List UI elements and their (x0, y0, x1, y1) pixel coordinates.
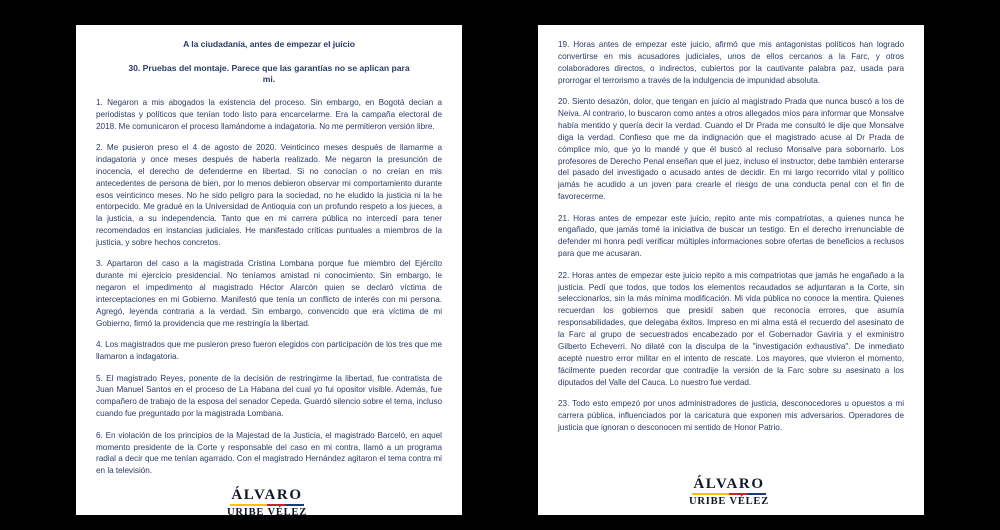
colombian-flag-rule-icon (692, 493, 766, 495)
paragraph: 6. En violación de los principios de la Majestad de la Justicia, el magistrado Barceló, en aquel momento presidente de la Corte y responsable del caso en mi contra, llamó a un programa radial a decir que me tenían agarrado. Con el magistrado Hernández agitaron el tema contra mi en la televisión. (96, 430, 442, 476)
signature-first-name: ÁLVARO (231, 487, 303, 504)
signature-block-right (558, 466, 904, 508)
signature-first-name: ÁLVARO (693, 475, 765, 492)
paragraph: 2. Me pusieron preso el 4 de agosto de 2020. Veinticinco meses después de llamarme a indagatoria y once meses después de haberla realizado. Me negaron la presunción de inocencia, el derecho de defenderme en libertad. Si no conocían o no creían en mis antecedentes de persona de bien, por lo menos debieron observar mi comportamiento durante esos veinticinco meses. No he sido peligro para la sociedad, no he eludido la justicia ni la he entorpecido. Me gradué en la Universidad de Antioquia con un profundo respeto a los jueces, a la justicia, a su independencia. Tanto que en mi carrera pública no intercedí para tener recomendados en instancias judiciales. He manifestado críticas puntuales a miembros de la justicia, y sobre hechos concretos. (96, 142, 442, 248)
paragraph: 21. Horas antes de empezar este juicio, repito ante mis compatriotas, a quienes nunca he engañado, que jamás tomé la iniciativa de buscar un testigo. En el derecho irrenunciable de defender mi honra pedí verificar múltiples informaciones sobre ofertas de beneficios a reclusos para que me acusaran. (558, 213, 904, 259)
page-title: A la ciudadanía, antes de empezar el juicio (183, 39, 355, 49)
signature-last-name: URIBE VÉLEZ (226, 507, 308, 519)
signature-block-left (96, 477, 442, 519)
paragraph: 22. Horas antes de empezar este juicio repito a mis compatriotas que jamás he engañado a la justicia. Pedí que todos, que todos los elementos recaudados se adjuntaran a la Corte, sin seleccionarlos, sin la más mínima modificación. Mi vida pública no conoce la mentira. Quienes recuerdan los gobiernos que presidí saben que reconocía errores, que asumía responsabilidades, que delegaba éxitos. Impreso en mi alma está el recuerdo del asesinato de la Farc al grupo de secuestrados encabezado por el Gobernador Gaviria y el exministro Gilberto Echeverri. No dilaté con la disculpa de la "investigación exhaustiva". De inmediato acepté nuestro error militar en el intento de rescate. Los mayores, que vivieron el momento, fácilmente pueden recordar que contradije la versión de la Farc sobre su asesinato a los diputados del Valle del Cauca. Lo nuestro fue verdad. (558, 270, 904, 387)
colombian-flag-rule-icon (230, 504, 304, 506)
paragraph: 4. Los magistrados que me pusieron preso fueron elegidos con participación de los tres que me llamaron a indagatoria. (96, 340, 442, 362)
signature-last-name: URIBE VÉLEZ (688, 495, 770, 507)
document-header (96, 39, 442, 97)
right-page-body (558, 39, 904, 466)
paragraph: 1. Negaron a mis abogados la existencia del proceso. Sin embargo, en Bogotá decían a periodistas y políticos que tenían todo listo para encarcelarme. Era la campaña electoral de 2018. Me comunicaron el proceso llamándome a indagatoria. No me permitieron versión libre. (96, 97, 442, 131)
page-subtitle: 30. Pruebas del montaje. Parece que las garantías no se aplican para mi. (128, 62, 410, 85)
paragraph: 20. Siento desazón, dolor, que tengan en juicio al magistrado Prada que nunca buscó a los de Neiva. Al contrario, lo buscaron como antes a otros allegados míos para informar que Monsalve había mentido y quería decir la verdad. Cuando el Dr Prada me consultó le dije que Monsalve diga la verdad. Confieso que me da indignación que el magistrado acuse al Dr Prada de cómplice mío, que yo lo mandé y que él buscó al recluso Monsalve para sobornarlo. Los profesores de Derecho Penal enseñan que el juez, incluso el instructor, debe también enterarse del pasado del investigado o acusado antes de decidir. En mi largo recorrido vital y político jamás he acudido a un joven para crearle el riesgo de una conducta penal con el fin de favorecerme. (558, 97, 904, 202)
paragraph: 3. Apartaron del caso a la magistrada Cristina Lombana porque fue miembro del Ejército durante mi ejercicio presidencial. No teníamos amistad ni conocimiento. Sin embargo, le negaron el impedimento al magistrado Héctor Alarcón quien se declaró víctima de interceptaciones en mi Gobierno. Manifestó que tenía un conflicto de interés con mi persona. Agregó, leyenda contraria a la verdad. Sin embargo, convencido que era víctima de mi Gobierno, firmó la providencia que me restringía la libertad. (96, 259, 442, 328)
paragraph: 23. Todo esto empezó por unos administradores de justicia, desconocedores u opuestos a mi carrera pública, influenciados por la caricatura que exponen mis adversarios. Operadores de justicia que ignoran o desconocen mi sentido de Honor Patrio. (558, 399, 904, 432)
document-page-left (76, 25, 462, 519)
paragraph: 19. Horas antes de empezar este juicio, afirmó que mis antagonistas políticos han logrado convertirse en mis acusadores judiciales, unos de ellos cercanos a la Farc, y otros colaboradores directos, o indirectos, cubiertos por la cautivante palabra paz, usada para prorrogar el terrorismo a través de la indulgencia de impunidad absoluta. (558, 40, 904, 85)
left-page-body (96, 97, 442, 477)
paragraph: 5. El magistrado Reyes, ponente de la decisión de restringirme la libertad, fue contratista de Juan Manuel Santos en el proceso de La Habana del cual yo fui opositor visible. Además, fue compañero de trabajo de la esposa del senador Cepeda. Guardó silencio sobre el tema, incluso cuando fue preguntado por la magistrada Lombana. (96, 373, 442, 419)
document-page-right (538, 25, 924, 515)
